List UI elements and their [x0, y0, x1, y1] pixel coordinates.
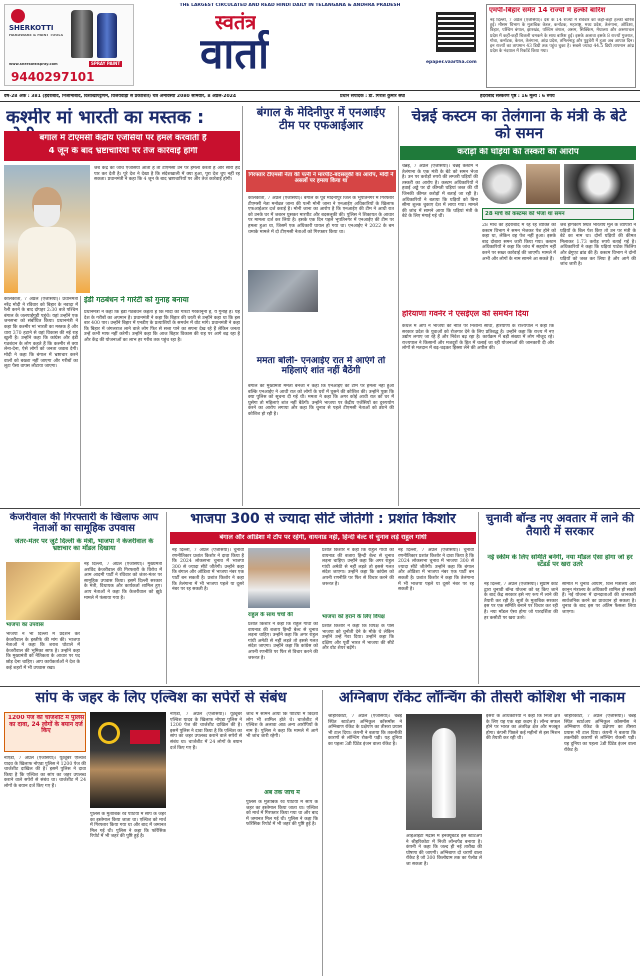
prashant-text2b: प्रशांत किशोर ने कहा कि राहुल गांधी को वायनाड की बजाय हिन्दी बेल्ट से चुनाव लड़ना चाहिए। उन्होंने कहा कि अगर राहुल गांधी अमेठी से नहीं लड़ते तो इससे गलत संदेश जाएगा। उन्होंने कहा कि कांग्रेस को अपनी रणनीति पर फिर से विचार करने की जरूरत है।: [322, 548, 394, 587]
haryana-headline: हरियाणा गवर्नर ने एसईएल को समर्थन दिया: [402, 310, 529, 318]
elvish-headline: सांप के जहर के लिए एल्विश का सपेरों से संबंध: [35, 690, 287, 706]
rocket-icon: [432, 728, 456, 818]
agnibaan-text2: आईआईटी मद्रास में इनक्यूबेटेड इस स्टार्टअप ने श्रीहरिकोटा में निजी लॉन्चपैड बनाया है। कंपनी ने कहा कि जल्द ही नई तारीख की घोषणा की जाएगी। अग्निबाण दो चरणों वाला रॉकेट है जो 300 किलोग्राम तक का पेलोड ले जा सकता है।: [406, 834, 482, 867]
kashmir-sub2: 4 जून के बाद भ्रष्टाचारियों पर तेज कार्रवाई होगी: [48, 147, 198, 156]
dateline: वर्ष-28 अंक : 381 (हैदराबाद, निजामाबाद, विशाखापट्टणम, विजयवाड़ा से प्रकाशित) चैत्र अमावस्या 2080 सोमवार, 8 अप्रैल-2024: [4, 94, 237, 99]
electoral-headline: चुनावी बॉन्ड नए अवतार में लाने की तैयारी में सरकार: [486, 512, 634, 538]
electoral-text: नई दिल्ली, 7 अप्रैल (एजेंसियां)। सुप्रीम कोर्ट द्वारा चुनावी बॉन्ड योजना को रद्द किए जाने के बाद केंद्र सरकार इसे नए रूप में लाने की तैयारी कर रही है। सूत्रों के मुताबिक सरकार इस पर एक समिति बनाने पर विचार कर रही है। नया मॉडल ऐसा होगा जो पारदर्शिता की हर कसौटी पर खरा उतरे।: [484, 582, 558, 621]
tagline: THE LARGEST CIRCULATED AND READ HINDI DAILY IN TELANGANA & ANDHRA PRADESH: [179, 3, 401, 8]
editor: प्रधान संपादक : डॉ. गिरीश कुमार संघी: [340, 94, 406, 99]
top-right-box: [486, 4, 636, 88]
haryana-box: [400, 310, 556, 506]
sherkotti-logo-icon: [11, 9, 25, 23]
person-beard-icon: [34, 205, 60, 227]
prashant-headline: भाजपा 300 से ज्यादा सीटें जीतेगी : प्रशांत किशोर: [190, 512, 456, 527]
price-line: हैदराबाद संस्करण पृष्ठ : 16 मूल्य : 6 रुपये: [480, 94, 555, 99]
poster-badge: [130, 730, 160, 744]
spray-can-icon: [97, 13, 117, 58]
elvish-text: नोएडा, 7 अप्रैल (एजेंसियां)। यूट्यूबर एल्विश यादव के खिलाफ नोएडा पुलिस ने 1200 पेज की चार्जशीट दाखिल की है। इसमें पुलिस ने दावा किया है कि एल्विश का सांप का जहर उपलब्ध कराने वाले सपेरों से संबंध था। चार्जशीट में 24 लोगों के बयान दर्ज किए गए हैं।: [4, 756, 86, 789]
kejriwal-text: नई दिल्ली, 7 अप्रैल (एजेंसियां)। मुख्यमंत्री अरविंद केजरीवाल की गिरफ्तारी के विरोध में आम आदमी पार्टी ने रविवार को जंतर-मंतर पर सामूहिक उपवास किया। इसमें दिल्ली सरकार के मंत्री, विधायक और कार्यकर्ता शामिल हुए। आप नेताओं ने कहा कि केजरीवाल को झूठे मामले में फंसाया गया है।: [84, 562, 162, 601]
bengal-text: कोलकाता, 7 अप्रैल (एजेंसियां)। बंगाल के पूर्व मेदिनीपुर जिले के भूपतिनगर में गिरफ्तार टीएमसी नेता मनोब्रत जाना की पत्नी मोनी जाना ने एनआईए अधिकारियों के खिलाफ एफआईआर दर्ज कराई है। मोनी जाना का आरोप है कि एनआईए की टीम ने आधी रात को उनके घर में जबरन घुसकर मारपीट और बदसलूकी की। पुलिस ने शिकायत के आधार पर मामला दर्ज कर लिया है। इसके एक दिन पहले भूपतिनगर में एनआईए की टीम पर हमला हुआ था, जिसमें एक अधिकारी घायल हो गया था। एनआईए ने 2022 के बम धमाके मामले में दो टीएमसी नेताओं को गिरफ्तार किया था।: [248, 196, 394, 235]
kejriwal-photo: [6, 562, 80, 620]
ad-product: SPRAY PAINT: [91, 61, 121, 66]
ad-phone: 9440297101: [11, 71, 95, 84]
website[interactable]: epaper.vaartha.com: [426, 60, 477, 65]
prashant-text4: नई दिल्ली, 7 अप्रैल (एजेंसियां)। चुनावी रणनीतिकार प्रशांत किशोर ने दावा किया है कि 2024 लोकसभा चुनाव में भाजपा 300 से ज्यादा सीटें जीतेगी। उन्होंने कहा कि बंगाल और ओडिशा में भाजपा नंबर एक पार्टी बन सकती है। प्रशांत किशोर ने कहा कि तेलंगाना में भी भाजपा पहले या दूसरे नंबर पर रह सकती है।: [398, 548, 474, 593]
dateline-bar: [0, 90, 640, 102]
elvish-text3a: नोएडा, 7 अप्रैल (एजेंसियां)। यूट्यूबर एल्विश यादव के खिलाफ नोएडा पुलिस ने 1200 पेज की चार्जशीट दाखिल की है। इसमें पुलिस ने दावा किया है कि एल्विश का सांप का जहर उपलब्ध कराने वाले सपेरों से संबंध था। चार्जशीट में 24 लोगों के बयान दर्ज किए गए हैं।: [170, 712, 242, 751]
ad-sub: HARDWARE & PAINT TOOLS: [9, 34, 64, 37]
bengal-photo: [248, 270, 318, 312]
chennai-box: [482, 208, 634, 220]
prashant-sub-box: [170, 532, 476, 544]
bengal-text2: बंगाल की मुख्यमंत्री ममता बनर्जी ने कहा कि एनआईए की टीम पर हमला नहीं हुआ बल्कि एनआईए ने आधी रात को लोगों के घरों में घुसने की कोशिश की। उन्होंने पूछा कि क्या पुलिस को सूचना दी गई थी। ममता ने कहा कि अगर कोई आधी रात को घर में घुसेगा तो महिलाएं शांत नहीं बैठेंगी। उन्होंने भाजपा पर केंद्रीय एजेंसियों का दुरुपयोग करने का आरोप लगाया और कहा कि चुनाव से पहले टीएमसी नेताओं को डराने की कोशिश हो रही है।: [248, 384, 394, 417]
prashant-subhead: राहुल के साथ चर्चा की: [248, 612, 293, 618]
kashmir-col2: कोलकाता, 7 अप्रैल (एजेंसियां)। प्रधानमंत्री नरेंद्र मोदी ने रविवार को बिहार के नवादा में रैली करने के बाद दोपहर 2:30 बजे पश्चिम बंगाल के जलपाईगुड़ी पहुंचे। यहां उन्होंने एक जनसभा को संबोधित किया। प्रधानमंत्री ने कहा कि कश्मीर मां भारती का मस्तक है और धारा 370 हटाने से वहां विकास की नई राह खुली है। उन्होंने कहा कि कांग्रेस और इंडी गठबंधन के लोग कहते हैं कि कश्मीर से क्या लेना-देना, ऐसे लोगों को जनता जवाब देगी। मोदी ने कहा कि बंगाल में भ्रष्टाचार करने वालों को बख्शा नहीं जाएगा और गरीबों का लूटा पैसा वापस लौटाया जाएगा।: [4, 297, 78, 370]
modi-photo: [4, 165, 90, 293]
person-body-icon: [18, 227, 76, 293]
kashmir-sub: बंगाल में टीएमसी केंद्रीय एजेंसियों पर हमले करवाती है: [39, 134, 207, 143]
top-right-text: नई दिल्ली, 7 अप्रैल (एजेंसियां)। देश के 14 राज्यों में रविवार को कहीं-कहीं हल्की बारिश हुई। मौसम विभाग के मुताबिक केरल, कर्नाटक, महाराष्ट्र, मध्य प्रदेश, तेलंगाना, ओडिशा, बिहार, पश्चिम बंगाल, झारखंड, पश्चिम बंगाल, असम, सिक्किम, मेघालय और अरुणाचल प्रदेश में कहीं-कहीं बिजली चमकने के साथ बारिश हुई। इसके अलावा इसके 8 राज्यों गुजरात, गोवा, कर्नाटक, केरल, तेलंगाना, आंध्र प्रदेश, तमिलनाडु और पुडुचेरी में हुआ अब आपात दिन। इन राज्यों का तापमान 43 डिग्री तक पहुंच चुका है। सबसे ज्यादा 44.5 डिग्री तापमान आंध्र प्रदेश के नंदयाल में रिकॉर्ड किया गया।: [490, 18, 634, 55]
prashant-subhead2: भाजपा को हराने के लिए विपक्ष: [322, 614, 385, 620]
watch-photo: [482, 164, 522, 204]
kashmir-sub3: इंडी गठबंधन ने गारंटी को गुनाह बनाया: [84, 296, 189, 304]
kejriwal-caption: भाजपा का उपवास: [6, 622, 44, 628]
elvish-text2: पुलिस के मुताबिक रेव पार्टियों में सांप के जहर का इस्तेमाल किया जाता था। एल्विश को मार्च में गिरफ्तार किया गया था और बाद में जमानत मिल गई थी। पुलिस ने कहा कि फॉरेंसिक रिपोर्ट में भी जहर की पुष्टि हुई है।: [90, 812, 166, 840]
haryana-text: कैथल में आप ने भाजपा की नीति पर निशाना साधा, हरियाणा के राज्यपाल ने कहा कि सरकार प्रदेश के युवाओं को रोजगार देने के लिए प्रतिबद्ध है। उन्होंने कहा कि राज्य में नए उद्योग लगाए जा रहे हैं और निवेश बढ़ रहा है। कार्यक्रम में बड़ी संख्या में लोग मौजूद रहे। राज्यपाल ने किसानों और मजदूरों के हित में चलाई जा रही योजनाओं की जानकारी दी और लोगों से मतदान में बढ़-चढ़कर हिस्सा लेने की अपील की।: [402, 324, 554, 352]
chennai-sub: करोड़ों की घड़ियों की तस्करी का आरोप: [457, 148, 579, 157]
chennai-text2: 28 मार्च को हैदराबाद में रह रहे व्यक्ति को कस्टम विभाग ने समन भेजकर पेश होने को कहा था, लेकिन वह पेश नहीं हुआ। इसके बाद दोबारा समन जारी किया गया। कस्टम अधिकारियों ने कहा कि जांच में सहयोग नहीं करने पर सख्त कार्रवाई की जाएगी। मामले में अभी और लोगों के नाम सामने आ सकते हैं।: [482, 223, 556, 262]
bengal-sub: गिरफ्तार टीएमसी नेता की पत्नी ने मारपीट-बदसलूकी का आरोप, मोदी ने असलों पर हमला किया था: [248, 172, 394, 185]
elvish-photo: [90, 712, 166, 808]
prashant-sub: बंगाल और ओडिशा में टॉप पर रहेगी, वायनाड नहीं, हिन्दी बेल्ट से चुनाव लड़ें राहुल गांधी: [219, 534, 427, 541]
top-right-headline: एमपी-बिहार समेत 14 राज्यों में हल्की बारिश: [489, 7, 606, 14]
electoral-text2: समिति में चुनाव आयोग, वित्त मंत्रालय और कानून मंत्रालय के अधिकारी शामिल हो सकते हैं। नई योजना में दानदाताओं की जानकारी सार्वजनिक करने का प्रावधान हो सकता है। चुनाव के बाद इस पर अंतिम फैसला लिया जाएगा।: [562, 582, 636, 615]
kejriwal-text2: भाजपा ने भी दिल्ली में प्रदर्शन कर केजरीवाल के इस्तीफे की मांग की। भाजपा नेताओं ने कहा कि शराब घोटाले में केजरीवाल की भूमिका साफ है। उन्होंने कहा कि मुख्यमंत्री को नैतिकता के आधार पर पद छोड़ देना चाहिए। आप कार्यकर्ताओं ने देश के कई शहरों में भी उपवास रखा।: [6, 632, 80, 671]
sherkotti-ad[interactable]: [4, 4, 134, 86]
rocket-photo: [406, 714, 482, 830]
elvish-box: [4, 712, 86, 752]
kashmir-col3: प्रधानमंत्री ने कहा कि इंडी गठबंधन कहता है कि मोदी की गारंटी गैरकानूनी है, ये गुनाह है। यह देश के गरीबों का अपमान है। प्रधानमंत्री ने कहा कि बिहार की धरती से उन्होंने कहा था कि इस बार 400 पार। उन्होंने बिहार में एनडीए के प्रत्याशियों के समर्थन में वोट मांगे। प्रधानमंत्री ने कहा कि बिहार में जंगलराज लाने वाले लोग फिर से सत्ता पाने का सपना देख रहे हैं लेकिन जनता उन्हें कभी माफ नहीं करेगी। उन्होंने कहा कि आज बिहार विकास की राह पर आगे बढ़ रहा है और केंद्र की योजनाओं का लाभ हर गरीब तक पहुंच रहा है।: [84, 310, 240, 343]
bengal-sub2: ममता बोलीं- एनआईए रात में आएंगे तो महिलाएं शांत नहीं बैठेंगी: [256, 356, 386, 377]
elvish-sub: अब तक जांच में: [264, 790, 300, 796]
masthead: [0, 0, 640, 92]
minister-son-photo: [526, 164, 560, 204]
kejriwal-sub: जंतर-मंतर पर जुटे दिल्ली के मंत्री, भाजपा ने केजरीवाल के भ्रष्टाचार का मॉडल दिखाया: [14, 538, 154, 553]
elvish-text3: जांच में सामने आया कि पार्टियों में विदेशी लोग भी शामिल होते थे। चार्जशीट में एल्विश के अलावा आठ अन्य आरोपियों के नाम हैं। पुलिस ने कहा कि मामले में आगे भी जांच जारी रहेगी।: [246, 712, 318, 740]
electoral-sub: नई स्कीम के लिए समिति बनेगी, नया मॉडल ऐसा होगा जो हर स्टेंडर्ड पर खरा उतरे: [487, 554, 633, 569]
agnibaan-text4: श्रीहरिकोटा, 7 अप्रैल (एजेंसियां)। चेन्नई स्थित स्टार्टअप अग्निकुल कॉसमॉस ने अग्निबाण रॉकेट के प्रक्षेपण का तीसरा प्रयास भी टाल दिया। कंपनी ने बताया कि तकनीकी कारणों से लॉन्चिंग रोकनी पड़ी। यह दुनिया का पहला 3डी प्रिंटेड इंजन वाला रॉकेट है।: [564, 714, 636, 753]
chennai-sub-box: [400, 146, 636, 160]
kashmir-sub-box: [4, 131, 240, 161]
bengal-sub-box: [246, 170, 396, 192]
chennai-text: चेन्नई, 7 अप्रैल (एजेंसियां)। चेन्नई कस्टम ने तेलंगाना के एक मंत्री के बेटे को समन भेजा है। उन पर करोड़ों रुपये की लग्जरी घड़ियों की तस्करी का आरोप है। कस्टम अधिकारियों ने हवाई अड्डे पर दो कीमती घड़ियां जब्त की थीं जिनकी कीमत करोड़ों में बताई जा रही है। अधिकारियों ने बताया कि घड़ियों को बिना सीमा शुल्क चुकाए देश में लाया गया। मामले की जांच में सामने आया कि घड़ियां मंत्री के बेटे के लिए मंगाई गई थीं।: [402, 164, 478, 220]
chennai-box-text: 28 मार्च को कस्टम्स को भेजा था समन: [485, 211, 565, 217]
agnibaan-headline: अग्निबाण रॉकेट लॉन्चिंग की तीसरी कोशिश भी नाकाम: [338, 690, 626, 706]
qr-code-icon[interactable]: [436, 12, 476, 52]
kejriwal-headline: केजरीवाल की गिरफ्तारी के खिलाफ आप नेताओं का सामूहिक उपवास: [9, 512, 159, 535]
elvish-box-text: 1200 पेज की चार्जशीट में पुलिस का दावा, 24 लोगों के बयान दर्ज किए: [7, 715, 85, 735]
kashmir-headline: कश्मीर मां भारती का मस्तक :: [6, 108, 205, 128]
masthead-title: वार्ता: [200, 30, 270, 78]
elvish-text4: पुलिस के मुताबिक रेव पार्टियों में सांप के जहर का इस्तेमाल किया जाता था। एल्विश को मार्च में गिरफ्तार किया गया था और बाद में जमानत मिल गई थी। पुलिस ने कहा कि फॉरेंसिक रिपोर्ट में भी जहर की पुष्टि हुई है।: [246, 800, 318, 828]
ad-brand: SHERKOTTI: [9, 25, 54, 32]
bengal-headline: बंगाल के मेदिनीपुर में एनआईए टीम पर एफआईआर: [256, 106, 386, 132]
spray-can-icon: [71, 10, 93, 58]
chennai-text3: जब हांगकांग स्थित भारतीय मूल के व्यापारी ने घड़ियों के बिल पेश किए तो उन पर मंत्री के बेटे का नाम था। दोनों घड़ियों की कीमत मिलाकर 1.73 करोड़ रुपये बताई गई है। अधिकारियों ने कहा कि घड़ियां पाटेक फिलिप और ब्रेगुएट ब्रांड की हैं। कस्टम विभाग ने दोनों घड़ियों को जब्त कर लिया है और आगे की जांच जारी है।: [560, 223, 636, 268]
watch-photo: [564, 164, 634, 204]
agnibaan-text3: इसरो के अधिकारियों ने कहा कि निजी क्षेत्र के लिए यह एक बड़ा कदम है। लॉन्च सफल होने पर भारत का अंतरिक्ष क्षेत्र और मजबूत होगा। कंपनी पिछले कई महीनों से इस मिशन की तैयारी कर रही थी।: [486, 714, 560, 742]
prashant-text3: प्रशांत किशोर ने कहा कि विपक्ष के पास भाजपा को चुनौती देने के मौके थे लेकिन उन्होंने उन्हें गंवा दिया। उन्होंने कहा कि दक्षिण और पूर्वी भारत में भाजपा की सीटें और वोट शेयर बढ़ेंगे।: [322, 624, 394, 652]
prashant-text2: प्रशांत किशोर ने कहा कि राहुल गांधी को वायनाड की बजाय हिन्दी बेल्ट से चुनाव लड़ना चाहिए। उन्होंने कहा कि अगर राहुल गांधी अमेठी से नहीं लड़ते तो इससे गलत संदेश जाएगा। उन्होंने कहा कि कांग्रेस को अपनी रणनीति पर फिर से विचार करने की जरूरत है।: [248, 622, 318, 661]
agnibaan-text: श्रीहरिकोटा, 7 अप्रैल (एजेंसियां)। चेन्नई स्थित स्टार्टअप अग्निकुल कॉसमॉस ने अग्निबाण रॉकेट के प्रक्षेपण का तीसरा प्रयास भी टाल दिया। कंपनी ने बताया कि तकनीकी कारणों से लॉन्चिंग रोकनी पड़ी। यह दुनिया का पहला 3डी प्रिंटेड इंजन वाला रॉकेट है।: [328, 714, 402, 747]
kashmir-col1: जब केंद्र की जांच एजेंसियां आती हैं तो टीएमसी उन पर हमला करती है और सारी हदें पार कर देती है। पूरे देश ने देखा है कि संदेशखाली में क्या हुआ, पूरा देश चुप नहीं रह सकता। प्रधानमंत्री ने कहा कि 4 जून के बाद भ्रष्टाचारियों पर और तेज कार्रवाई होगी।: [94, 166, 240, 183]
prashant-text: नई दिल्ली, 7 अप्रैल (एजेंसियां)। चुनावी रणनीतिकार प्रशांत किशोर ने दावा किया है कि 2024 लोकसभा चुनाव में भाजपा 300 से ज्यादा सीटें जीतेगी। उन्होंने कहा कि बंगाल और ओडिशा में भाजपा नंबर एक पार्टी बन सकती है। प्रशांत किशोर ने कहा कि तेलंगाना में भी भाजपा पहले या दूसरे नंबर पर रह सकती है।: [172, 548, 244, 593]
snake-icon: [98, 722, 120, 744]
ad-url: www.sherkottispray.com: [9, 63, 58, 66]
chennai-headline: चेन्नई कस्टम का तेलंगाना के मंत्री के बेटे को समन: [411, 108, 627, 142]
masthead-title-small: स्वतंत्र: [215, 11, 257, 34]
prashant-photo: [248, 548, 310, 608]
